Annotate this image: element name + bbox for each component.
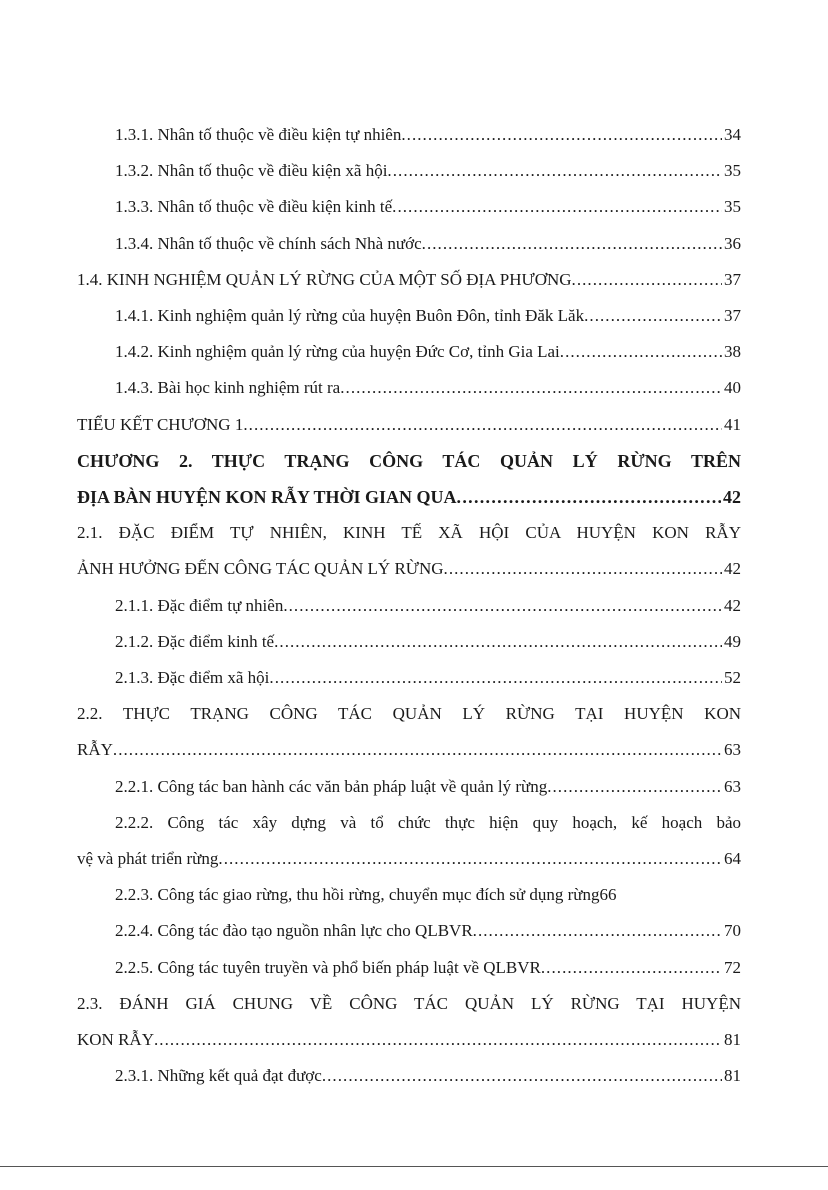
toc-entry-title: 1.3.4. Nhân tố thuộc về chính sách Nhà nước <box>115 233 422 253</box>
toc-entry-title: 1.4. KINH NGHIỆM QUẢN LÝ RỪNG CỦA MỘT SỐ ĐỊA PHƯƠNG <box>77 269 572 289</box>
toc-entry-page: 35 <box>724 161 741 181</box>
toc-entry-page: 72 <box>724 957 741 977</box>
toc-entry-title: 2.1.1. Đặc điểm tự nhiên <box>115 595 284 615</box>
toc-entry-1-3-2[interactable] <box>77 153 741 189</box>
toc-entry-page: 40 <box>724 378 741 398</box>
dot-leader <box>154 1022 722 1058</box>
toc-entry-2-2-4[interactable] <box>77 913 741 949</box>
toc-entry-page: 35 <box>724 197 741 217</box>
toc-entry-title: ĐỊA BÀN HUYỆN KON RẪY THỜI GIAN QUA <box>77 487 457 508</box>
toc-entry-2-3[interactable] <box>77 986 741 1058</box>
toc-entry-page: 37 <box>724 306 741 326</box>
toc-entry-title: ẢNH HƯỞNG ĐẾN CÔNG TÁC QUẢN LÝ RỪNG <box>77 559 444 579</box>
toc-entry-page: 36 <box>724 233 741 253</box>
dot-leader <box>572 262 722 298</box>
dot-leader <box>560 334 722 370</box>
toc-entry-page: 49 <box>724 631 741 651</box>
dot-leader <box>243 407 722 443</box>
dot-leader <box>322 1058 722 1094</box>
toc-entry-title: TIỂU KẾT CHƯƠNG 1 <box>77 414 244 434</box>
toc-entry-2-3-1[interactable] <box>77 1058 741 1094</box>
toc-entry-page: 63 <box>724 740 741 760</box>
dot-leader <box>283 588 722 624</box>
toc-entry-page: 34 <box>724 125 741 144</box>
toc-entry-page: 42 <box>723 487 741 508</box>
toc-entry-2-2-1[interactable] <box>77 769 741 805</box>
toc-entry-title: vệ và phát triển rừng <box>77 849 219 869</box>
dot-leader <box>218 841 722 877</box>
toc-entry-2-1-2[interactable] <box>77 624 741 660</box>
dot-leader <box>584 298 722 334</box>
toc-entry-1-4-2[interactable] <box>77 334 741 370</box>
toc-entry-page: 63 <box>724 776 741 796</box>
toc-entry-1-4-1[interactable] <box>77 298 741 334</box>
dot-leader <box>387 153 722 189</box>
toc-entry-title: 2.1.3. Đặc điểm xã hội <box>115 668 270 688</box>
toc-entry-title-line1: 2.2.2. Công tác xây dựng và tổ chức thực hiện quy hoạch, kế hoạch bảo <box>115 812 741 832</box>
dot-leader <box>274 624 722 660</box>
toc-entry-2-1[interactable] <box>77 515 741 587</box>
toc-entry-title-line1: 2.1. ĐẶC ĐIỂM TỰ NHIÊN, KINH TẾ XÃ HỘI CỦA HUYỆN KON RẪY <box>77 523 741 543</box>
table-of-contents <box>77 117 741 1094</box>
dot-leader <box>269 660 722 696</box>
toc-entry-title: 2.2.1. Công tác ban hành các văn bản pháp luật về quản lý rừng <box>115 776 548 796</box>
toc-entry-title: 2.2.5. Công tác tuyên truyền và phổ biến pháp luật về QLBVR <box>115 957 541 977</box>
toc-entry-title: RẪY <box>77 740 113 760</box>
toc-entry-title: 1.4.2. Kinh nghiệm quản lý rừng của huyện Đức Cơ, tỉnh Gia Lai <box>115 342 560 362</box>
toc-entry-page: 81 <box>724 1030 741 1050</box>
toc-entry-title: 1.3.2. Nhân tố thuộc về điều kiện xã hội <box>115 161 388 181</box>
toc-entry-2-2[interactable] <box>77 696 741 768</box>
toc-entry-page: 37 <box>724 269 741 289</box>
toc-entry-title: KON RẪY <box>77 1030 154 1050</box>
toc-entry-title: 1.4.3. Bài học kinh nghiệm rút ra <box>115 378 341 398</box>
toc-entry-page: 41 <box>724 414 741 434</box>
toc-entry-2-2-5[interactable] <box>77 950 741 986</box>
toc-entry-title: 2.2.3. Công tác giao rừng, thu hồi rừng, chuyển mục đích sử dụng rừng <box>115 885 600 905</box>
toc-entry-1-4-3[interactable] <box>77 370 741 406</box>
toc-entry-1-3-1[interactable] <box>77 117 741 153</box>
dot-leader <box>547 769 722 805</box>
dot-leader <box>401 117 722 153</box>
toc-entry-1-3-4[interactable] <box>77 226 741 262</box>
toc-entry-page: 64 <box>724 849 741 869</box>
toc-entry-title-line1: 2.3. ĐÁNH GIÁ CHUNG VỀ CÔNG TÁC QUẢN LÝ RỪNG TẠI HUYỆN <box>77 993 741 1013</box>
toc-entry-page: 42 <box>724 559 741 579</box>
dot-leader <box>392 189 722 225</box>
toc-entry-page: 42 <box>724 595 741 615</box>
toc-entry-title: 1.4.1. Kinh nghiệm quản lý rừng của huyện Buôn Đôn, tỉnh Đăk Lăk <box>115 306 585 326</box>
dot-leader <box>444 551 722 587</box>
dot-leader <box>113 732 722 768</box>
toc-entry-title: 1.3.1. Nhân tố thuộc về điều kiện tự nhiên <box>115 125 402 144</box>
toc-entry-title: 2.2.4. Công tác đào tạo nguồn nhân lực cho QLBVR <box>115 921 473 941</box>
dot-leader <box>541 950 722 986</box>
toc-entry-title: 1.3.3. Nhân tố thuộc về điều kiện kinh tế <box>115 197 393 217</box>
toc-entry-2-2-2[interactable] <box>77 805 741 877</box>
toc-entry-2-2-3[interactable] <box>77 877 741 913</box>
toc-entry-2-1-3[interactable] <box>77 660 741 696</box>
toc-entry-title-line1: 2.2. THỰC TRẠNG CÔNG TÁC QUẢN LÝ RỪNG TẠI HUYỆN KON <box>77 704 741 724</box>
toc-entry-page: 52 <box>724 668 741 688</box>
dot-leader <box>340 370 722 406</box>
dot-leader <box>473 913 722 949</box>
toc-entry-2-1-1[interactable] <box>77 588 741 624</box>
page-bottom-divider <box>0 1166 828 1167</box>
toc-entry-title-line1: CHƯƠNG 2. THỰC TRẠNG CÔNG TÁC QUẢN LÝ RỪNG TRÊN <box>77 450 741 471</box>
dot-leader <box>422 226 722 262</box>
toc-entry-title: 2.3.1. Những kết quả đạt được <box>115 1066 322 1086</box>
toc-entry-tieu-ket-chuong-1[interactable] <box>77 407 741 443</box>
toc-entry-page: 38 <box>724 342 741 362</box>
toc-entry-page: 66 <box>599 885 617 905</box>
toc-entry-1-3-3[interactable] <box>77 189 741 225</box>
dot-leader <box>457 479 721 515</box>
toc-entry-page: 70 <box>724 921 741 941</box>
toc-entry-1-4[interactable] <box>77 262 741 298</box>
toc-entry-chuong-2[interactable] <box>77 443 741 515</box>
toc-entry-title: 2.1.2. Đặc điểm kinh tế <box>115 631 275 651</box>
toc-entry-page: 81 <box>724 1066 741 1086</box>
